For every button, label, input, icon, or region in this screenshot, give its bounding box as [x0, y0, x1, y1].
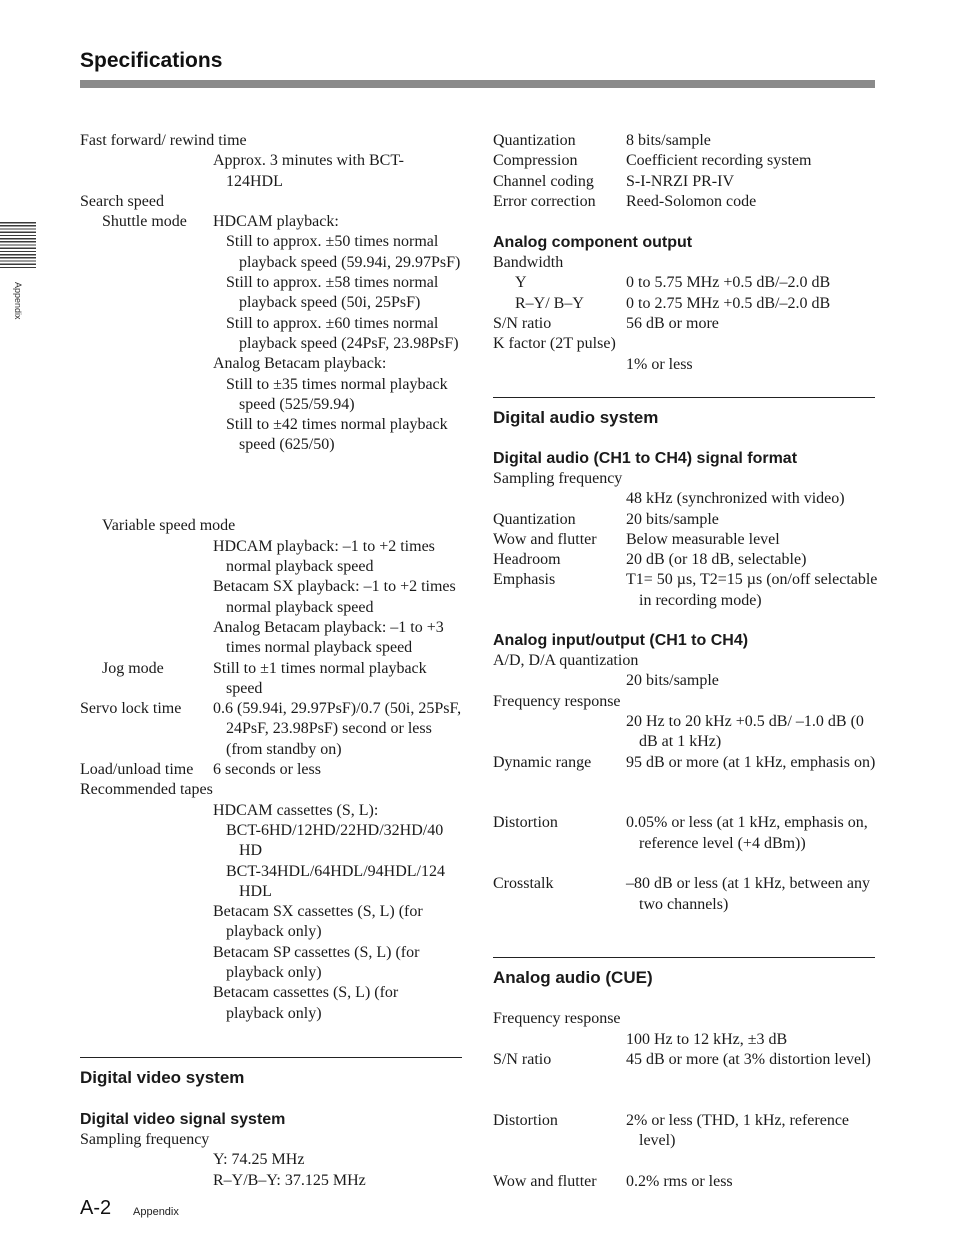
spec-row-da-emphasis [493, 570, 878, 611]
spec-value: 20 dB (or 18 dB, selectable) [626, 551, 807, 569]
shuttle-hdcam-item: Still to approx. ±58 times normal playback speed (50i, 25PsF) [226, 274, 439, 312]
spec-value: 0 to 2.75 MHz +0.5 dB/–2.0 dB [626, 294, 831, 312]
spec-row-load-unload [80, 760, 462, 780]
tapes-other-item: Betacam cassettes (S, L) (for playback only) [213, 984, 399, 1022]
spec-label: Emphasis [493, 571, 556, 589]
variable-speed-item: Analog Betacam playback: –1 to +3 times normal playback speed [213, 618, 444, 657]
spec-row-compression [493, 151, 875, 171]
spec-value-load-unload: 6 seconds or less [213, 761, 321, 779]
shuttle-hdcam-heading: HDCAM playback: [213, 213, 339, 231]
spec-label-jog-mode: Jog mode [102, 659, 164, 677]
spec-value-dv-sampling [213, 1150, 462, 1191]
spec-label-cue-frequency: Frequency response [493, 1010, 621, 1028]
spec-label-k-factor: K factor (2T pulse) [493, 335, 616, 353]
spec-value: S-I-NRZI PR-IV [626, 172, 734, 190]
spec-row-dynamic-range [493, 753, 875, 814]
spec-value: 95 dB or more (at 1 kHz, emphasis on) [626, 753, 876, 771]
spec-label-dv-sampling: Sampling frequency [80, 1130, 210, 1148]
spec-label-load-unload: Load/unload time [80, 761, 194, 779]
spec-row-cue-wow-flutter [493, 1172, 875, 1192]
spec-label-ad-quantization: A/D, D/A quantization [493, 652, 639, 670]
spec-label: S/N ratio [493, 1050, 552, 1068]
spec-value: 20 bits/sample [626, 510, 719, 528]
spec-label-aio-frequency: Frequency response [493, 692, 621, 710]
spec-row-quantization [493, 131, 875, 151]
spec-row-da-wow-flutter [493, 530, 875, 550]
page-number: A-2 [80, 1197, 112, 1219]
subsection-analog-io: Analog input/output (CH1 to CH4) [493, 632, 749, 650]
spec-label: Channel coding [493, 172, 594, 190]
spec-label: R–Y/ B–Y [515, 294, 584, 312]
shuttle-beta-item: Still to ±35 times normal playback speed (525/59.94) [226, 375, 448, 413]
subsection-digital-video-signal: Digital video signal system [80, 1110, 286, 1128]
variable-speed-item: HDCAM playback: –1 to +2 times normal playback speed [213, 537, 435, 576]
spec-label-shuttle-mode: Shuttle mode [102, 213, 187, 231]
spec-value-recommended-tapes [213, 801, 451, 1024]
spec-value: Coefficient recording system [626, 152, 812, 170]
spec-label: Quantization [493, 132, 576, 149]
section-analog-audio-cue: Analog audio (CUE) [493, 957, 875, 989]
spec-row-bandwidth-ry [493, 294, 875, 314]
spec-label-bandwidth: Bandwidth [493, 254, 564, 272]
title-rule [80, 80, 875, 88]
shuttle-hdcam-item: Still to approx. ±50 times normal playback speed (59.94i, 29.97PsF) [226, 233, 461, 271]
spec-row-crosstalk [493, 874, 875, 935]
dv-sampling-line: Y: 74.25 MHz [213, 1151, 305, 1169]
spec-value-aio-frequency: 20 Hz to 20 kHz +0.5 dB/ –1.0 dB (0 dB at 1 kHz) [626, 712, 864, 751]
tapes-other-item: Betacam SX cassettes (S, L) (for playback only) [213, 903, 423, 941]
spec-label: Quantization [493, 510, 576, 528]
spec-row-sn-ratio [493, 314, 875, 334]
spec-label: Distortion [493, 1111, 558, 1129]
section-tab-marker [0, 222, 36, 268]
subsection-digital-audio-format: Digital audio (CH1 to CH4) signal format [493, 449, 798, 467]
spec-row-distortion [493, 813, 875, 874]
right-column [493, 131, 878, 1192]
spec-label: Headroom [493, 551, 561, 569]
tapes-other-item: Betacam SP cassettes (S, L) (for playback only) [213, 943, 420, 982]
spec-row-shuttle-mode [80, 212, 462, 516]
spec-label: Error correction [493, 192, 596, 210]
shuttle-beta-heading: Analog Betacam playback: [213, 355, 387, 373]
spec-row-servo-lock [80, 699, 462, 760]
spec-value-cue-frequency: 100 Hz to 12 kHz, ±3 dB [626, 1030, 788, 1048]
spec-row-da-headroom [493, 550, 875, 570]
spec-label: Wow and flutter [493, 530, 597, 548]
subsection-analog-component-output: Analog component output [493, 234, 693, 252]
spec-row-da-quantization [493, 510, 875, 530]
spec-value: –80 dB or less (at 1 kHz, between any two channels) [626, 875, 870, 913]
spec-value: 45 dB or more (at 3% distortion level) [626, 1050, 871, 1068]
tapes-hdcam-item: BCT-6HD/12HD/22HD/32HD/40HD [226, 821, 444, 860]
spec-label: Wow and flutter [493, 1172, 597, 1190]
spec-value: 0.2% rms or less [626, 1172, 733, 1190]
spec-value: T1= 50 µs, T2=15 µs (on/off selectable in recording mode) [626, 571, 878, 609]
spec-value-jog-mode: Still to ±1 times normal playback speed [213, 659, 427, 697]
spec-row-error-correction [493, 192, 875, 212]
spec-label: Y [515, 274, 527, 292]
spec-value: Below measurable level [626, 530, 780, 548]
spec-value-servo-lock: 0.6 (59.94i, 29.97PsF)/0.7 (50i, 25PsF, 24PsF, 23.98PsF) second or less (from standby on) [213, 700, 462, 758]
spec-row-cue-distortion [493, 1111, 875, 1172]
spec-label: Crosstalk [493, 875, 554, 893]
spec-value: Reed-Solomon code [626, 192, 757, 210]
variable-speed-item: Betacam SX playback: –1 to +2 times normal playback speed [213, 578, 456, 616]
section-digital-audio-system: Digital audio system [493, 397, 875, 429]
spec-label-ffrew: Fast forward/ rewind time [80, 132, 247, 149]
footer-section-label: Appendix [133, 1206, 179, 1218]
spec-value-shuttle-mode [213, 212, 466, 456]
spec-value-ad-quantization: 20 bits/sample [626, 672, 719, 690]
spec-label-search-speed: Search speed [80, 192, 164, 210]
spec-label: Distortion [493, 814, 558, 832]
tapes-hdcam-heading: HDCAM cassettes (S, L): [213, 801, 379, 819]
spec-label: Dynamic range [493, 753, 592, 771]
section-digital-video-system: Digital video system [80, 1057, 462, 1089]
spec-label-recommended-tapes: Recommended tapes [80, 781, 213, 799]
tapes-hdcam-item: BCT-34HDL/64HDL/94HDL/124HDL [226, 862, 445, 900]
shuttle-beta-item: Still to ±42 times normal playback speed (625/50) [226, 416, 448, 454]
side-tab-label: Appendix [13, 282, 23, 320]
spec-value: 8 bits/sample [626, 132, 711, 149]
shuttle-hdcam-item: Still to approx. ±60 times normal playback speed (24PsF, 23.98PsF) [226, 314, 459, 352]
page-title: Specifications [80, 49, 223, 72]
spec-label: Compression [493, 152, 578, 170]
spec-label-servo-lock: Servo lock time [80, 700, 182, 718]
spec-row-jog-mode [80, 659, 462, 700]
spec-value: 2% or less (THD, 1 kHz, reference level) [626, 1111, 850, 1149]
spec-value: 0 to 5.75 MHz +0.5 dB/–2.0 dB [626, 274, 831, 292]
spec-row-bandwidth-y [493, 273, 875, 293]
spec-value-k-factor: 1% or less [626, 355, 693, 373]
spec-label-variable-speed: Variable speed mode [102, 517, 236, 535]
spec-value: 0.05% or less (at 1 kHz, emphasis on, reference level (+4 dBm)) [626, 814, 868, 852]
dv-sampling-line: R–Y/B–Y: 37.125 MHz [213, 1171, 366, 1189]
spec-value-ffrew: Approx. 3 minutes with BCT-124HDL [213, 152, 404, 190]
spec-label-da-sampling: Sampling frequency [493, 469, 623, 487]
spec-row-channel-coding [493, 172, 875, 192]
spec-row-cue-sn [493, 1050, 875, 1111]
left-column [80, 131, 462, 1191]
spec-value: 56 dB or more [626, 315, 719, 333]
spec-value-variable-speed [213, 537, 462, 659]
spec-label: S/N ratio [493, 315, 552, 333]
spec-value-da-sampling: 48 kHz (synchronized with video) [626, 490, 845, 508]
